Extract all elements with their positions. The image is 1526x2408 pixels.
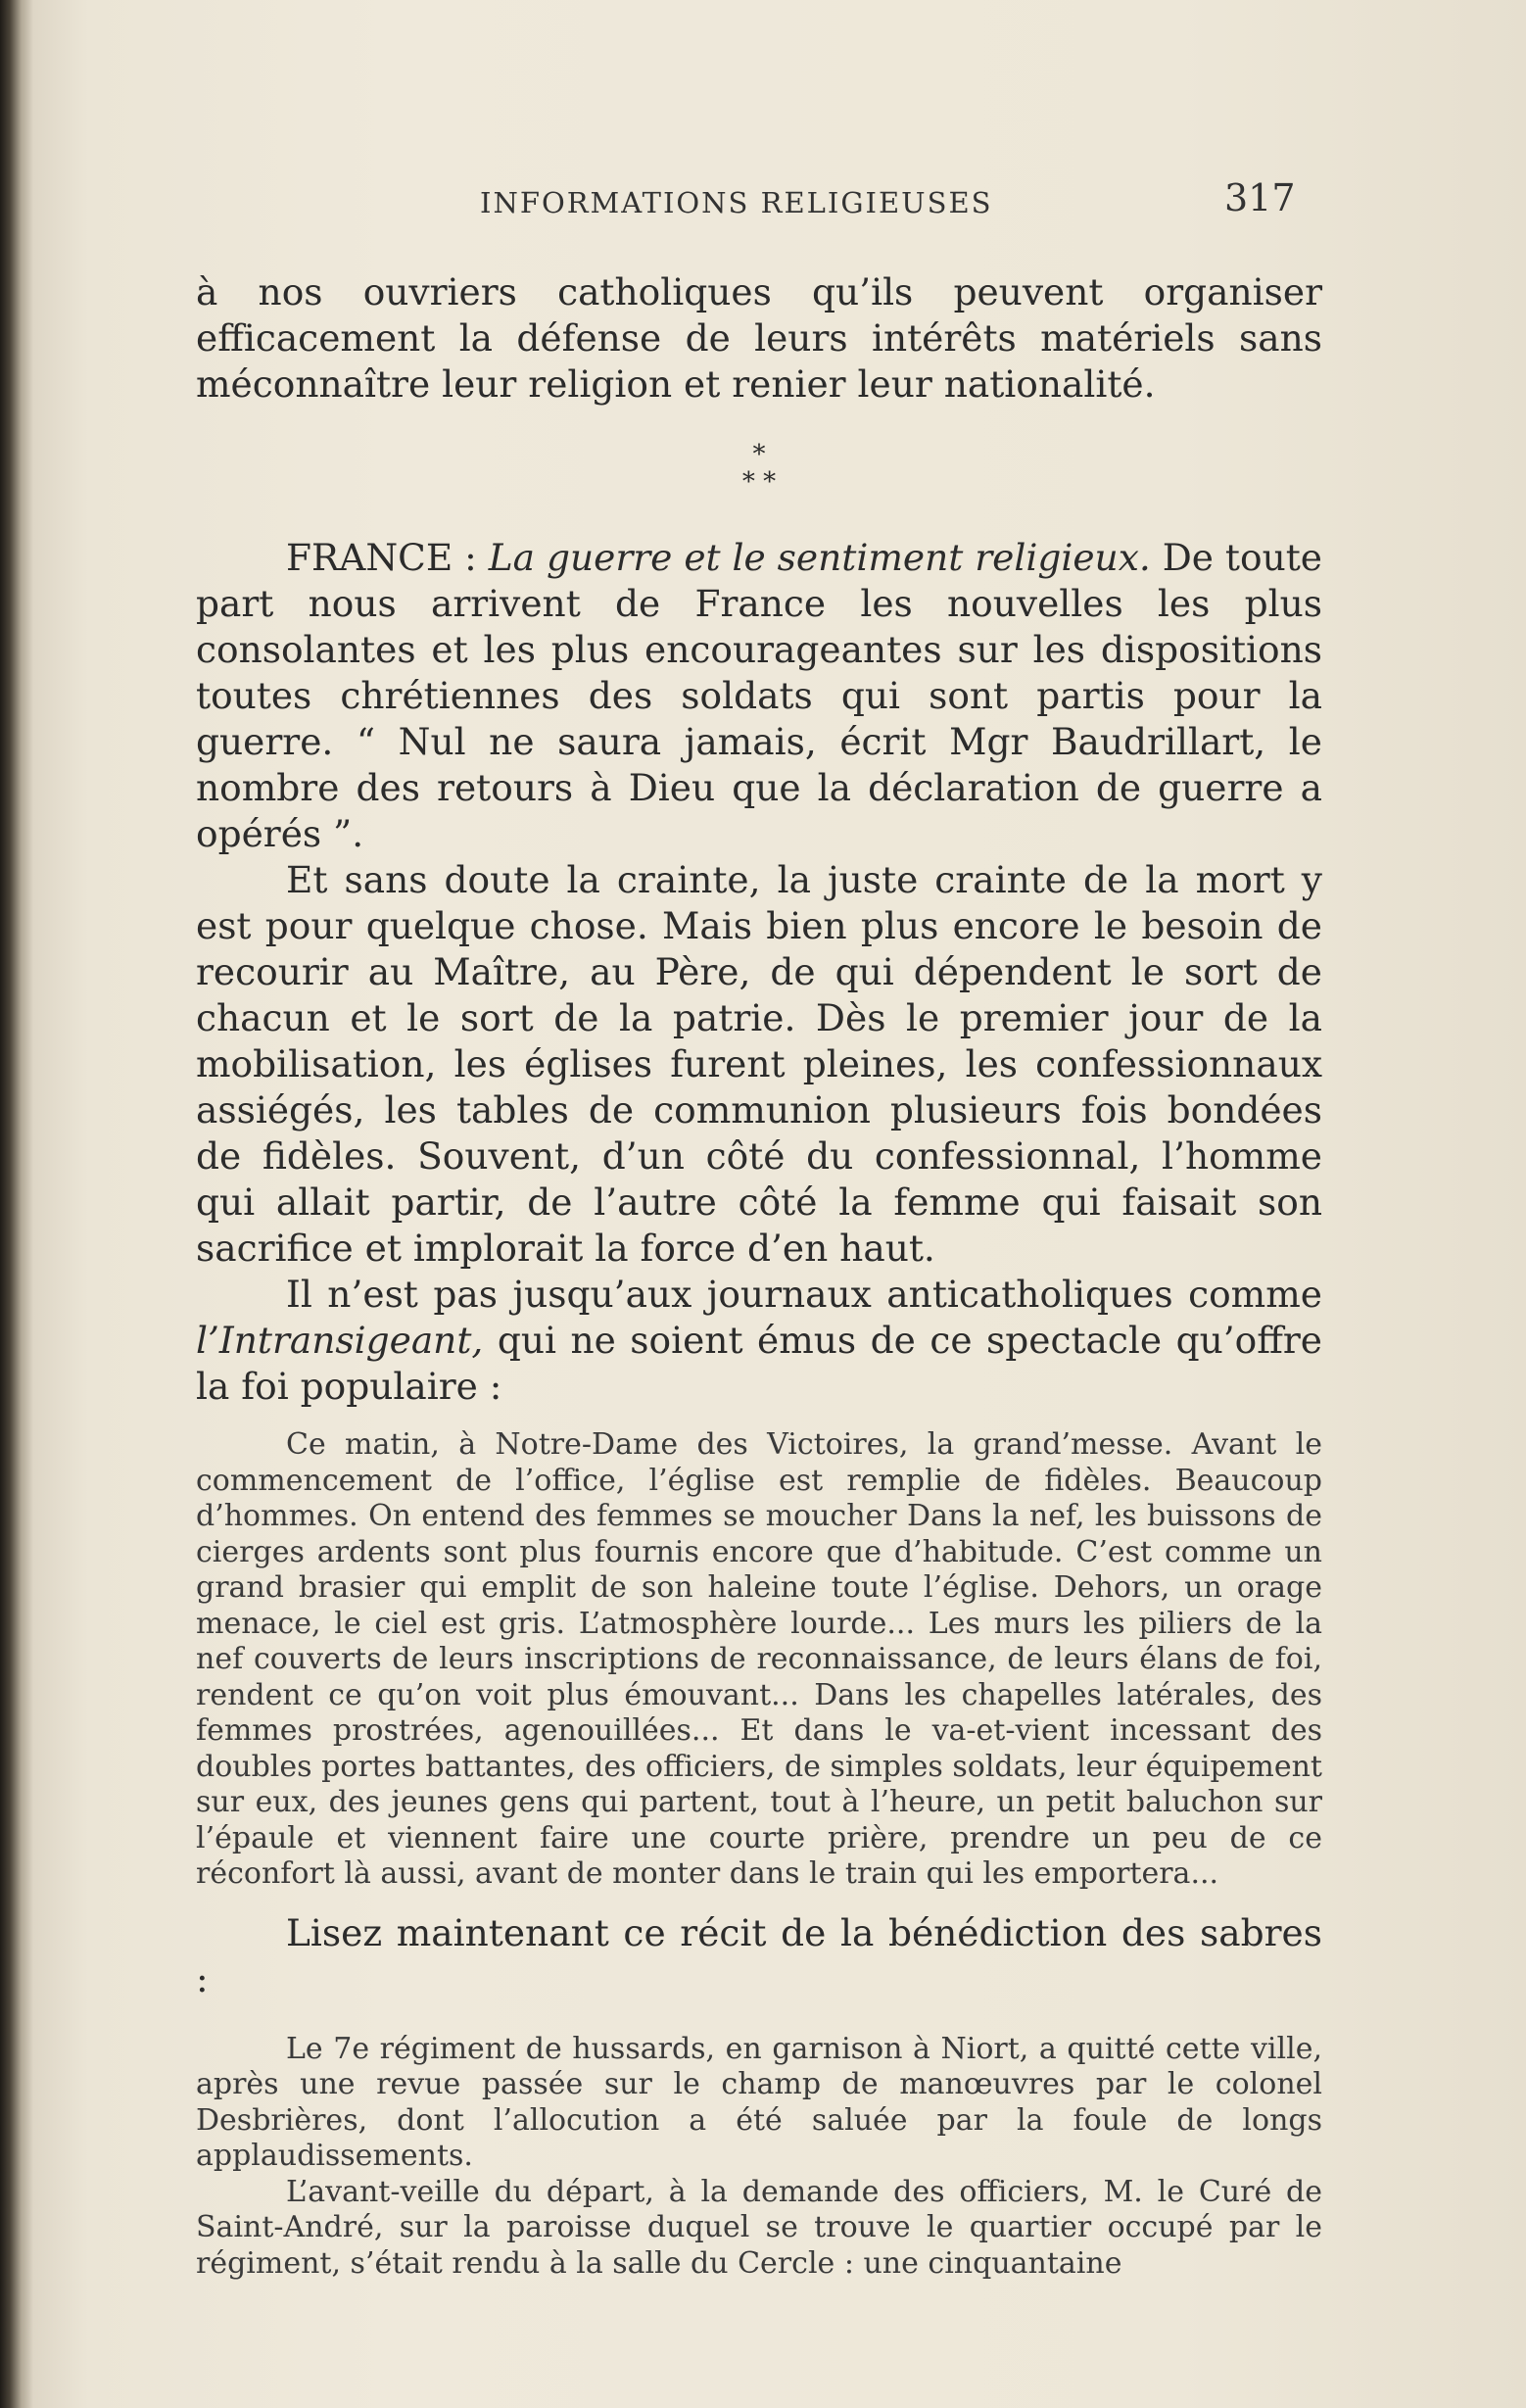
newspaper-name: l’Intransigeant, [196,1319,484,1362]
spacer [196,1893,1322,1910]
quote-notre-dame: Ce matin, à Notre-Dame des Victoires, la grand’messe. Avant le commencement de l’office, l’église est remplie de fidèles. Beaucoup d’hommes. On entend des femmes se moucher Dans la nef, les buissons de cierges ardents sont plus fournis encore que d’habitude. C’est comme un grand brasier qui emplit de son haleine toute l’église. Dehors, un orage menace, le ciel est gris. L’atmosphère lourde... Les murs les piliers de la nef couverts de leurs inscriptions de reconnaissance, de leurs élans de foi, rendent ce qu’on voit plus émouvant... Dans les chapelles latérales, des femmes prostrées, agenouillées... Et dans le va-et-vient incessant des doubles portes battantes, des officiers, de simples soldats, leur équipement sur eux, des jeunes gens qui partent, tout à l’heure, un petit baluchon sur l’épaule et viennent faire une courte prière, prendre un peu de ce réconfort là aussi, avant de monter dans le train qui les emportera... [196,1427,1322,1891]
paragraph-lisez: Lisez maintenant ce récit de la bénédiction des sabres : [196,1910,1322,2000]
asterism-bottom: * * [741,467,777,497]
running-header: INFORMATIONS RELIGIEUSES [480,186,993,219]
quote-hussards-1: Le 7e régiment de hussards, en garnison à Niort, a quitté cette ville, après une revue passée sur le champ de manœuvres par le colonel Desbrières, dont l’allocution a été saluée par la foule de longs applaudissements. [196,2031,1322,2173]
page-number: 317 [1224,176,1296,219]
paragraph-france-text: De toute part nous arrivent de France les nouvelles les plus consolantes et les plus encourageantes sur les dispositions toutes chrétiennes des soldats qui sont partis pour la guerre. “ Nul ne saura jamais, écrit Mgr Baudrillart, le nombre des retours à Dieu que la déclaration de guerre a opérés ”. [196,536,1322,855]
paragraph-france [196,535,1322,857]
paragraph-continued: à nos ouvriers catholiques qu’ils peuvent organiser efficacement la défense de leurs intérêts matériels sans méconnaître leur religion et renier leur nationalité. [196,270,1322,406]
section-title: La guerre et le sentiment religieux. [488,536,1151,579]
book-gutter-shadow [0,0,33,2408]
spacer [196,1410,1322,1427]
section-lead: FRANCE : [286,536,489,579]
quote-hussards-2: L’avant-veille du départ, à la demande des officiers, M. le Curé de Saint-André, sur la paroisse duquel se trouve le quartier occupé par le régiment, s’était rendu à la salle du Cercle : une cinquantaine [196,2174,1322,2281]
spacer [196,2002,1322,2032]
section-asterism [196,441,1322,496]
paragraph-journaux-start: Il n’est pas jusqu’aux journaux anticatholiques comme [286,1273,1322,1316]
paragraph-journaux-end: qui ne soient émus de ce spectacle qu’offre la foi populaire : [196,1319,1322,1408]
paragraph-journaux [196,1272,1322,1410]
paragraph-crainte: Et sans doute la crainte, la juste crainte de la mort y est pour quelque chose. Mais bien plus encore le besoin de recourir au Maître, au Père, de qui dépendent le sort de chacun et le sort de la patrie. Dès le premier jour de la mobilisation, les églises furent pleines, les confessionnaux assiégés, les tables de communion plusieurs fois bondées de fidèles. Souvent, d’un côté du confessionnal, l’homme qui allait partir, de l’autre côté la femme qui faisait son sacrifice et implorait la force d’en haut. [196,858,1322,1270]
asterism-top: * [752,440,766,469]
body-text [196,269,1322,2282]
